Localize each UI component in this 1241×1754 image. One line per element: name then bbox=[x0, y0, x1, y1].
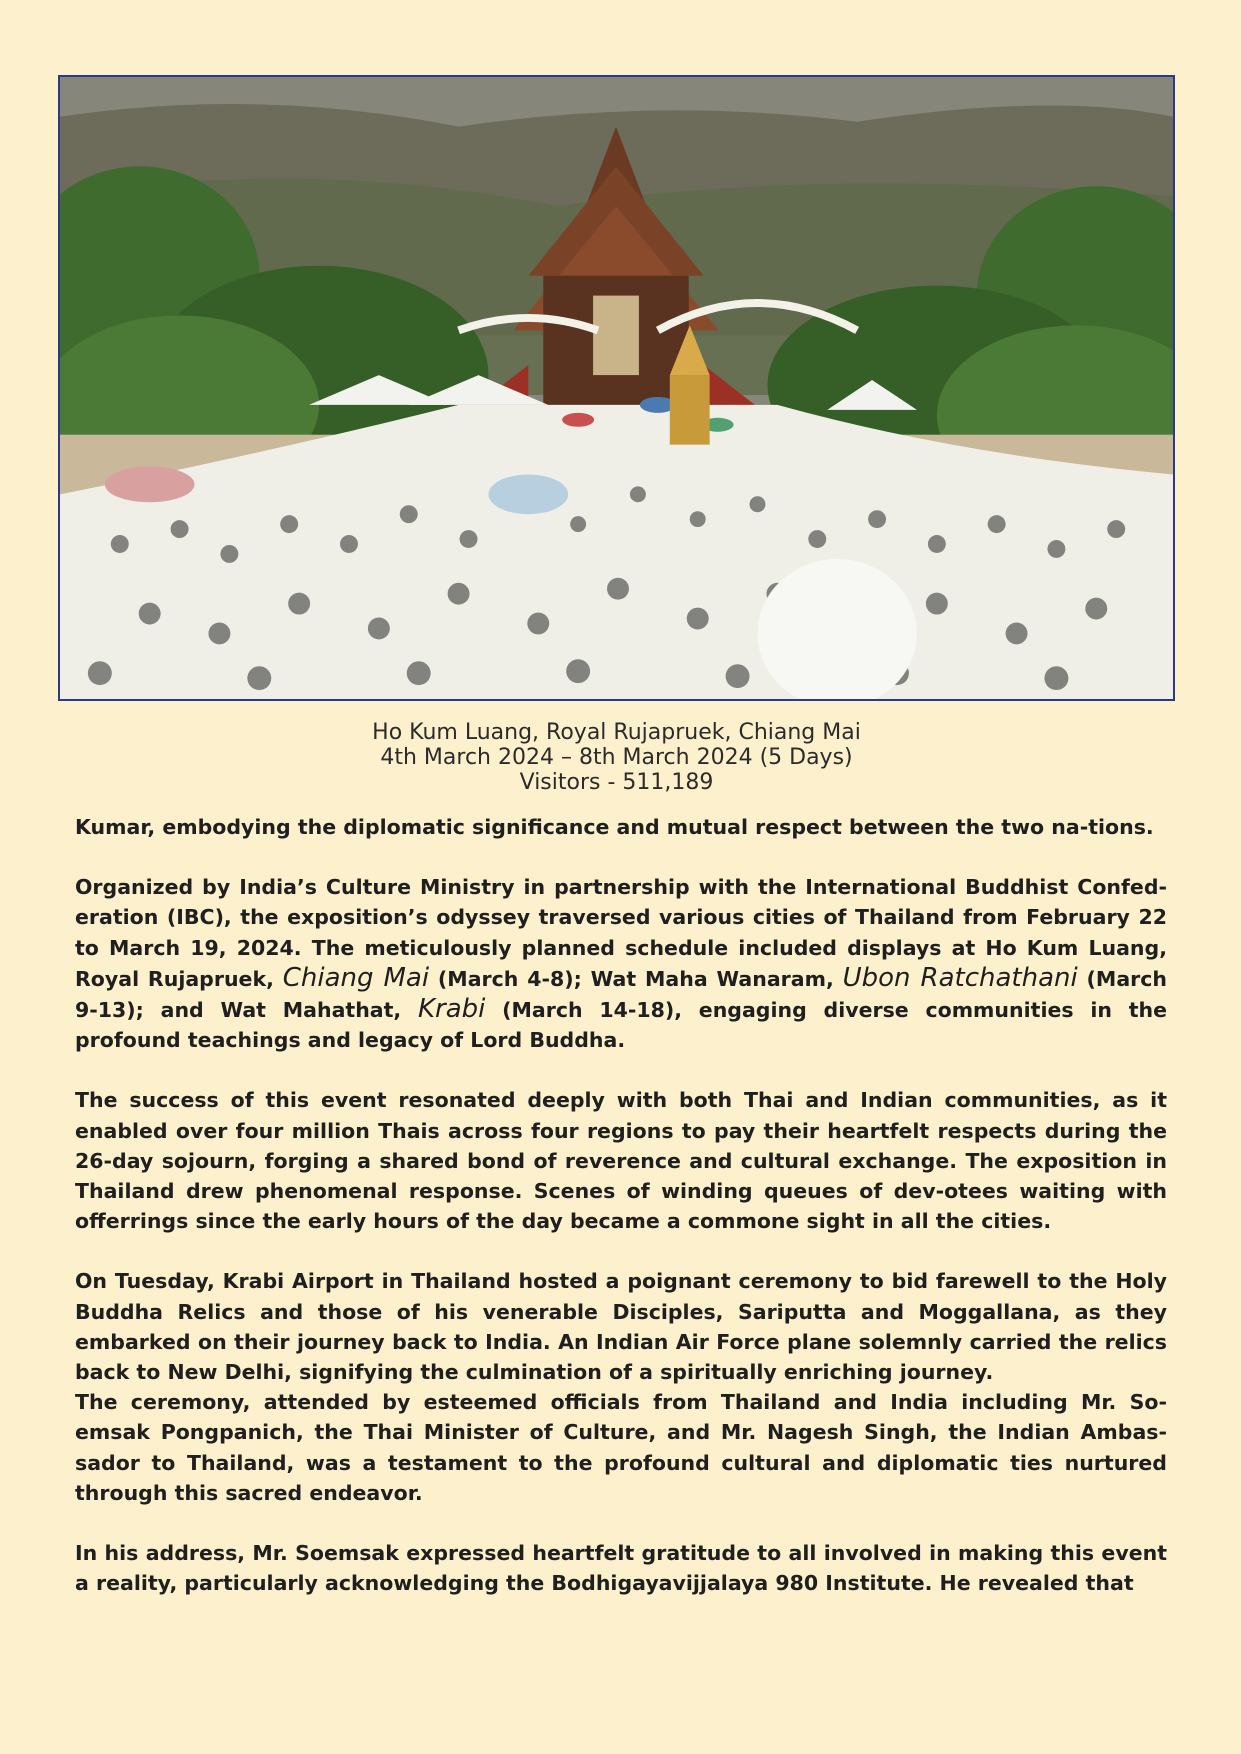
place-ubon-ratchathani: Ubon Ratchathani bbox=[842, 962, 1078, 993]
caption-visitors: Visitors - 511,189 bbox=[519, 770, 714, 795]
temple-crowd-illustration bbox=[60, 77, 1173, 699]
paragraph-5: The ceremony, attended by esteemed officials from Thailand and India including Mr. So-emsak Pongpanich, the Thai Minister of Culture, and Mr. Nagesh Singh, the Indian Ambas-sador to Thailand, was a testament to the profound cultural and diplomatic ties nurtured through this sacred endeavor. bbox=[75, 1390, 1167, 1505]
paragraph-2-part-b: (March 4-8); Wat Maha Wanaram, bbox=[429, 966, 843, 991]
place-chiang-mai: Chiang Mai bbox=[282, 962, 430, 993]
article-body bbox=[75, 812, 1167, 1598]
photo-caption bbox=[58, 720, 1175, 795]
paragraph-2-part-d: (March 14-18), engaging diverse communities in the profound teachings and legacy of Lord Buddha. bbox=[75, 998, 1167, 1053]
place-krabi: Krabi bbox=[417, 994, 486, 1025]
caption-dates: 4th March 2024 – 8th March 2024 (5 Days) bbox=[380, 745, 853, 770]
paragraph-1: Kumar, embodying the diplomatic significance and mutual respect between the two na-tions. bbox=[75, 815, 1154, 839]
paragraph-4: On Tuesday, Krabi Airport in Thailand hosted a poignant ceremony to bid farewell to the Holy Buddha Relics and those of his venerable Disciples, Sariputta and Moggallana, as they embarked on their journey back to India. An Indian Air Force plane solemnly carried the relics back to New Delhi, signifying the culmination of a spiritually enriching journey. bbox=[75, 1269, 1167, 1385]
paragraph-2-part-a: Organized by India’s Culture Ministry in partnership with the International Buddhist Confed-eration (IBC), the exposition’s odyssey traversed various cities of Thailand from February 22 to March 19, 2024. The meticulously planned schedule included displays at Ho Kum Luang, Royal Rujapruek, bbox=[75, 875, 1167, 991]
caption-location: Ho Kum Luang, Royal Rujapruek, Chiang Mai bbox=[372, 720, 861, 745]
event-photo bbox=[58, 75, 1175, 701]
paragraph-6: In his address, Mr. Soemsak expressed heartfelt gratitude to all involved in making this event a reality, particularly acknowledging the Bodhigayavijjalaya 980 Institute. He revealed that bbox=[75, 1541, 1167, 1596]
paragraph-2 bbox=[75, 872, 1167, 1055]
paragraph-2-part-c: (March 9-13); and Wat Mahathat, bbox=[75, 966, 1168, 1023]
paragraph-3: The success of this event resonated deeply with both Thai and Indian communities, as it enabled over four million Thais across four regions to pay their heartfelt respects during the 26-day sojourn, forging a shared bond of reverence and cultural exchange. The exposition in Thailand drew phenomenal response. Scenes of winding queues of dev-otees waiting with offerrings since the early hours of the day became a commone sight in all the cities. bbox=[75, 1088, 1167, 1234]
